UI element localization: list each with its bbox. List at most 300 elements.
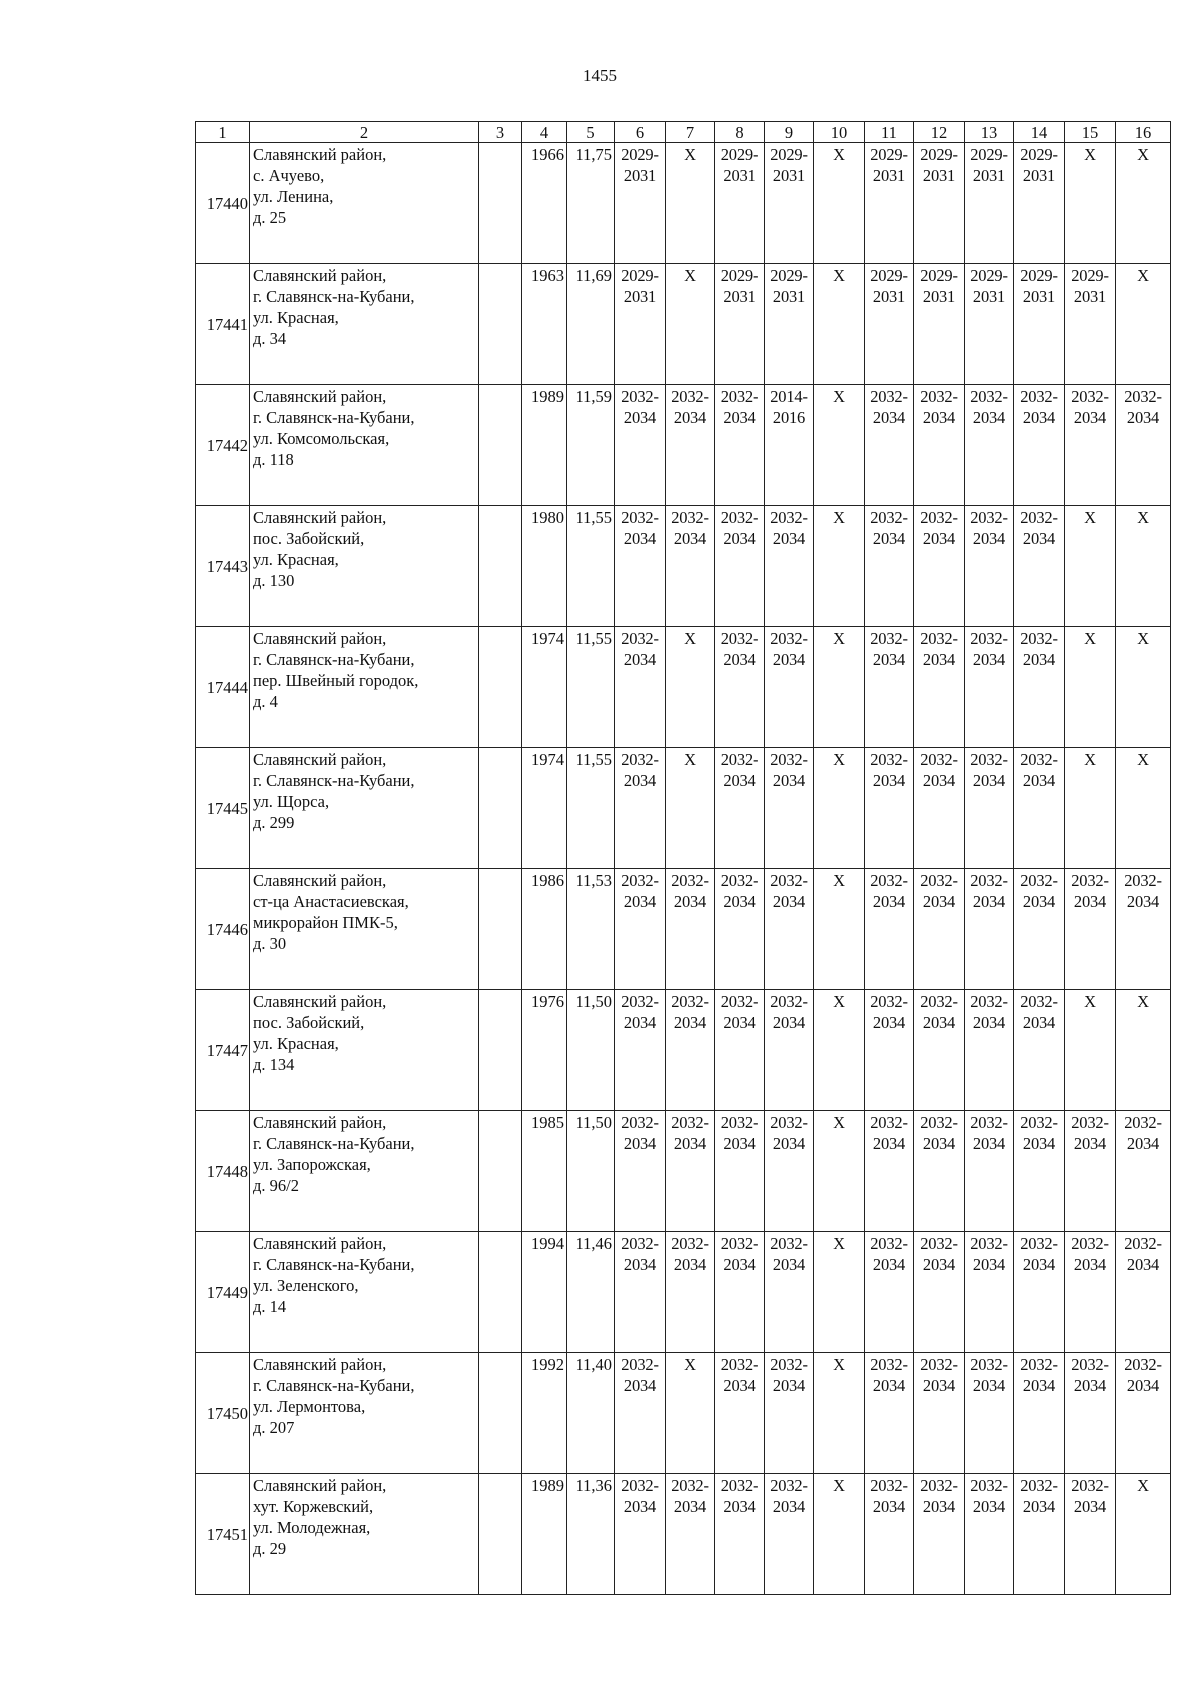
period-text: 2032- <box>1020 629 1058 648</box>
year-cell: 1986 <box>522 869 567 990</box>
period-cell-col-9 <box>765 1111 814 1232</box>
period-text: 2032- <box>870 1234 908 1253</box>
period-cell-col-16 <box>1116 264 1171 385</box>
period-cell-col-7 <box>666 1111 715 1232</box>
table-row <box>196 1353 1171 1474</box>
period-text: 2032- <box>671 871 709 890</box>
period-text: 2032- <box>770 629 808 648</box>
period-text: 2032- <box>920 1355 958 1374</box>
period-cell-col-12 <box>914 627 965 748</box>
period-cell-col-16 <box>1116 990 1171 1111</box>
address-line: ул. Молодежная, <box>253 1518 371 1537</box>
period-cell-col-12 <box>914 1232 965 1353</box>
period-cell-col-12 <box>914 1353 965 1474</box>
period-text: 2034 <box>1022 892 1056 911</box>
period-text: 2031 <box>772 287 806 306</box>
period-text: 2034 <box>623 892 657 911</box>
period-cell-col-6 <box>615 748 666 869</box>
period-text: 2034 <box>623 1255 657 1274</box>
period-cell-col-12 <box>914 1474 965 1595</box>
period-text: 2034 <box>922 1376 956 1395</box>
column-3-cell <box>479 385 522 506</box>
period-cell-col-10 <box>814 1474 865 1595</box>
period-text: 2031 <box>623 287 657 306</box>
period-cell-col-15 <box>1065 506 1116 627</box>
period-text: 2032- <box>770 871 808 890</box>
record-number: 17447 <box>196 990 250 1111</box>
address-cell <box>250 143 479 264</box>
period-text: 2016 <box>772 408 806 427</box>
period-text: 2034 <box>1022 650 1056 669</box>
period-text: 2032- <box>870 1355 908 1374</box>
period-text: X <box>833 750 845 769</box>
value-cell: 11,59 <box>567 385 615 506</box>
period-text: 2034 <box>772 1134 806 1153</box>
address-line: с. Ачуево, <box>253 166 325 185</box>
period-text: 2032- <box>870 992 908 1011</box>
period-cell-col-14 <box>1014 385 1065 506</box>
column-header-16: 16 <box>1116 122 1171 143</box>
period-text: 2032- <box>970 871 1008 890</box>
address-line: г. Славянск-на-Кубани, <box>253 771 415 790</box>
period-text: 2032- <box>1124 1355 1162 1374</box>
period-cell-col-8 <box>715 385 765 506</box>
period-text: 2032- <box>770 1113 808 1132</box>
value-cell: 11,36 <box>567 1474 615 1595</box>
period-cell-col-9 <box>765 748 814 869</box>
period-text: 2034 <box>972 1013 1006 1032</box>
period-cell-col-9 <box>765 869 814 990</box>
period-cell-col-10 <box>814 627 865 748</box>
period-text: 2034 <box>673 529 707 548</box>
period-text: 2034 <box>723 1013 756 1032</box>
period-text: 2032- <box>1124 871 1162 890</box>
period-text: X <box>833 1113 845 1132</box>
period-cell-col-6 <box>615 1353 666 1474</box>
column-header-12: 12 <box>914 122 965 143</box>
record-number: 17446 <box>196 869 250 990</box>
table-row <box>196 627 1171 748</box>
period-cell-col-8 <box>715 506 765 627</box>
period-cell-col-13 <box>965 506 1014 627</box>
period-cell-col-15 <box>1065 869 1116 990</box>
period-text: X <box>833 871 845 890</box>
period-text: 2034 <box>1022 771 1056 790</box>
period-text: 2032- <box>621 871 659 890</box>
period-text: 2034 <box>872 1134 906 1153</box>
period-text: 2034 <box>972 1376 1006 1395</box>
address-cell <box>250 385 479 506</box>
period-text: 2032- <box>1124 1113 1162 1132</box>
year-cell: 1980 <box>522 506 567 627</box>
period-text: 2032- <box>1020 1476 1058 1495</box>
period-text: 2032- <box>720 750 759 769</box>
period-text: 2034 <box>1126 1134 1160 1153</box>
address-line: ул. Щорса, <box>253 792 330 811</box>
period-text: 2032- <box>1020 387 1058 406</box>
period-cell-col-16 <box>1116 1353 1171 1474</box>
period-cell-col-13 <box>965 869 1014 990</box>
column-header-15: 15 <box>1065 122 1116 143</box>
address-cell <box>250 1111 479 1232</box>
period-cell-col-7 <box>666 264 715 385</box>
period-text: 2032- <box>1020 750 1058 769</box>
period-cell-col-14 <box>1014 506 1065 627</box>
address-line: Славянский район, <box>253 508 387 527</box>
period-text: 2034 <box>972 650 1006 669</box>
period-cell-col-15 <box>1065 748 1116 869</box>
period-text: 2032- <box>621 1113 659 1132</box>
column-header-8: 8 <box>715 122 765 143</box>
period-cell-col-11 <box>865 1474 914 1595</box>
period-cell-col-7 <box>666 1353 715 1474</box>
period-text: 2032- <box>870 387 908 406</box>
period-cell-col-11 <box>865 385 914 506</box>
value-cell: 11,69 <box>567 264 615 385</box>
period-text: 2032- <box>970 1113 1008 1132</box>
address-line: ст-ца Анастасиевская, <box>253 892 409 911</box>
period-text: 2034 <box>872 1376 906 1395</box>
period-text: 2032- <box>920 992 958 1011</box>
column-header-9: 9 <box>765 122 814 143</box>
record-number: 17450 <box>196 1353 250 1474</box>
period-text: 2031 <box>772 166 806 185</box>
period-text: 2031 <box>623 166 657 185</box>
address-line: д. 299 <box>253 813 295 832</box>
period-text: 2032- <box>1071 1234 1109 1253</box>
address-line: ул. Красная, <box>253 308 339 327</box>
year-cell: 1985 <box>522 1111 567 1232</box>
address-line: д. 29 <box>253 1539 287 1558</box>
column-3-cell <box>479 990 522 1111</box>
period-text: 2029- <box>720 266 759 285</box>
period-cell-col-6 <box>615 143 666 264</box>
period-text: 2032- <box>621 992 659 1011</box>
period-text: 2032- <box>720 1113 759 1132</box>
period-text: 2034 <box>723 771 756 790</box>
period-text: 2032- <box>870 1113 908 1132</box>
table-row <box>196 990 1171 1111</box>
period-text: X <box>1084 629 1096 648</box>
period-text: 2031 <box>922 287 956 306</box>
period-cell-col-10 <box>814 869 865 990</box>
address-line: Славянский район, <box>253 1234 387 1253</box>
period-text: 2029- <box>920 145 958 164</box>
period-text: 2032- <box>621 750 659 769</box>
address-line: д. 96/2 <box>253 1176 299 1195</box>
period-cell-col-8 <box>715 627 765 748</box>
period-cell-col-7 <box>666 1232 715 1353</box>
period-text: 2034 <box>922 1013 956 1032</box>
year-cell: 1966 <box>522 143 567 264</box>
address-line: пер. Швейный городок, <box>253 671 419 690</box>
period-text: 2034 <box>623 529 657 548</box>
period-text: 2034 <box>922 650 956 669</box>
period-text: X <box>833 145 845 164</box>
table-row <box>196 143 1171 264</box>
table-row <box>196 1232 1171 1353</box>
column-3-cell <box>479 1353 522 1474</box>
period-text: 2031 <box>723 287 756 306</box>
period-text: 2032- <box>970 387 1008 406</box>
period-text: 2031 <box>872 287 906 306</box>
period-text: 2032- <box>970 750 1008 769</box>
column-header-14: 14 <box>1014 122 1065 143</box>
value-cell: 11,75 <box>567 143 615 264</box>
period-text: 2034 <box>922 771 956 790</box>
period-text: 2032- <box>870 508 908 527</box>
address-line: ул. Запорожская, <box>253 1155 371 1174</box>
period-cell-col-10 <box>814 385 865 506</box>
period-text: 2034 <box>1073 408 1107 427</box>
address-line: г. Славянск-на-Кубани, <box>253 1376 415 1395</box>
period-text: 2032- <box>770 1234 808 1253</box>
period-text: X <box>1084 145 1096 164</box>
value-cell: 11,55 <box>567 748 615 869</box>
period-text: 2032- <box>1071 1113 1109 1132</box>
period-cell-col-11 <box>865 1232 914 1353</box>
period-text: 2032- <box>720 1355 759 1374</box>
period-text: 2032- <box>920 1476 958 1495</box>
year-cell: 1974 <box>522 748 567 869</box>
period-text: 2034 <box>673 892 707 911</box>
period-cell-col-15 <box>1065 990 1116 1111</box>
table-row <box>196 385 1171 506</box>
period-cell-col-11 <box>865 1353 914 1474</box>
period-text: 2034 <box>1022 1255 1056 1274</box>
period-text: 2032- <box>920 871 958 890</box>
address-line: Славянский район, <box>253 266 387 285</box>
record-number: 17445 <box>196 748 250 869</box>
address-line: Славянский район, <box>253 629 387 648</box>
address-line: г. Славянск-на-Кубани, <box>253 1255 415 1274</box>
address-line: д. 118 <box>253 450 294 469</box>
period-text: 2034 <box>972 408 1006 427</box>
period-text: 2034 <box>922 1255 956 1274</box>
period-text: 2032- <box>1020 1234 1058 1253</box>
value-cell: 11,50 <box>567 1111 615 1232</box>
period-cell-col-9 <box>765 990 814 1111</box>
period-cell-col-9 <box>765 1474 814 1595</box>
address-line: пос. Забойский, <box>253 1013 365 1032</box>
period-text: 2034 <box>723 1255 756 1274</box>
period-text: 2034 <box>772 1013 806 1032</box>
period-text: 2031 <box>723 166 756 185</box>
period-text: X <box>684 145 696 164</box>
period-text: 2032- <box>720 508 759 527</box>
period-text: 2029- <box>1020 266 1058 285</box>
period-text: 2032- <box>720 1234 759 1253</box>
period-cell-col-8 <box>715 143 765 264</box>
period-text: 2034 <box>972 771 1006 790</box>
period-text: 2032- <box>870 750 908 769</box>
period-text: 2032- <box>671 992 709 1011</box>
address-line: д. 14 <box>253 1297 287 1316</box>
period-text: X <box>1137 508 1149 527</box>
period-text: X <box>833 1234 845 1253</box>
period-cell-col-7 <box>666 627 715 748</box>
period-cell-col-13 <box>965 627 1014 748</box>
period-text: 2034 <box>623 1134 657 1153</box>
period-text: 2034 <box>1126 408 1160 427</box>
period-text: 2032- <box>621 629 659 648</box>
address-cell <box>250 506 479 627</box>
period-cell-col-8 <box>715 990 765 1111</box>
address-line: Славянский район, <box>253 387 387 406</box>
address-line: ул. Лермонтова, <box>253 1397 366 1416</box>
period-cell-col-9 <box>765 143 814 264</box>
period-cell-col-15 <box>1065 385 1116 506</box>
period-cell-col-10 <box>814 1232 865 1353</box>
record-number: 17443 <box>196 506 250 627</box>
period-cell-col-15 <box>1065 264 1116 385</box>
period-cell-col-13 <box>965 1232 1014 1353</box>
period-text: 2029- <box>720 145 759 164</box>
period-cell-col-16 <box>1116 506 1171 627</box>
address-line: г. Славянск-на-Кубани, <box>253 408 415 427</box>
period-cell-col-10 <box>814 264 865 385</box>
period-cell-col-15 <box>1065 1111 1116 1232</box>
period-text: 2034 <box>772 529 806 548</box>
period-text: 2034 <box>1126 1376 1160 1395</box>
period-text: 2032- <box>870 871 908 890</box>
address-line: д. 25 <box>253 208 287 227</box>
table-row <box>196 748 1171 869</box>
value-cell: 11,46 <box>567 1232 615 1353</box>
period-text: 2031 <box>872 166 906 185</box>
period-cell-col-11 <box>865 748 914 869</box>
period-cell-col-16 <box>1116 1111 1171 1232</box>
period-cell-col-6 <box>615 1474 666 1595</box>
period-text: X <box>833 387 845 406</box>
period-cell-col-14 <box>1014 264 1065 385</box>
period-cell-col-16 <box>1116 143 1171 264</box>
period-text: 2034 <box>1073 1497 1107 1516</box>
period-text: 2034 <box>723 1497 756 1516</box>
address-cell <box>250 1353 479 1474</box>
period-text: 2034 <box>673 1013 707 1032</box>
period-cell-col-15 <box>1065 627 1116 748</box>
period-cell-col-8 <box>715 1353 765 1474</box>
period-text: 2032- <box>1124 1234 1162 1253</box>
period-text: 2032- <box>671 508 709 527</box>
period-cell-col-6 <box>615 1111 666 1232</box>
period-text: 2032- <box>870 1476 908 1495</box>
period-text: 2032- <box>970 992 1008 1011</box>
period-text: 2034 <box>723 650 756 669</box>
period-text: X <box>833 266 845 285</box>
period-text: 2034 <box>772 892 806 911</box>
period-text: 2034 <box>623 1376 657 1395</box>
period-cell-col-12 <box>914 143 965 264</box>
period-text: 2034 <box>673 1497 707 1516</box>
column-3-cell <box>479 143 522 264</box>
period-text: 2032- <box>671 1476 709 1495</box>
period-cell-col-14 <box>1014 1474 1065 1595</box>
period-text: 2032- <box>770 1355 808 1374</box>
period-cell-col-8 <box>715 748 765 869</box>
period-text: 2034 <box>872 1497 906 1516</box>
address-line: г. Славянск-на-Кубани, <box>253 650 415 669</box>
period-text: 2032- <box>720 871 759 890</box>
period-text: 2029- <box>621 266 659 285</box>
record-number: 17441 <box>196 264 250 385</box>
period-text: 2034 <box>972 529 1006 548</box>
period-text: 2032- <box>870 629 908 648</box>
period-cell-col-8 <box>715 1111 765 1232</box>
record-number: 17444 <box>196 627 250 748</box>
address-line: д. 30 <box>253 934 287 953</box>
period-text: 2032- <box>1071 871 1109 890</box>
period-text: 2034 <box>772 1376 806 1395</box>
table-header-row <box>196 122 1171 143</box>
period-cell-col-7 <box>666 748 715 869</box>
period-text: 2032- <box>1071 1476 1109 1495</box>
period-cell-col-12 <box>914 990 965 1111</box>
period-text: 2034 <box>772 771 806 790</box>
address-line: ул. Красная, <box>253 550 339 569</box>
address-line: д. 130 <box>253 571 295 590</box>
period-text: X <box>684 1355 696 1374</box>
year-cell: 1976 <box>522 990 567 1111</box>
period-text: X <box>1137 750 1149 769</box>
period-text: 2032- <box>770 508 808 527</box>
period-text: 2034 <box>1022 1497 1056 1516</box>
period-cell-col-13 <box>965 990 1014 1111</box>
period-text: X <box>1137 266 1149 285</box>
period-text: 2034 <box>723 892 756 911</box>
period-text: 2034 <box>1073 892 1107 911</box>
period-text: 2032- <box>920 1113 958 1132</box>
period-text: 2031 <box>1073 287 1107 306</box>
period-cell-col-9 <box>765 627 814 748</box>
address-cell <box>250 1474 479 1595</box>
period-text: 2034 <box>1126 892 1160 911</box>
period-cell-col-10 <box>814 748 865 869</box>
period-text: 2034 <box>1073 1134 1107 1153</box>
period-cell-col-13 <box>965 1353 1014 1474</box>
period-text: 2034 <box>922 529 956 548</box>
period-cell-col-11 <box>865 264 914 385</box>
period-text: 2029- <box>1020 145 1058 164</box>
period-text: 2034 <box>1022 408 1056 427</box>
period-text: 2034 <box>623 408 657 427</box>
period-text: 2032- <box>1020 1355 1058 1374</box>
period-text: 2032- <box>770 750 808 769</box>
period-text: 2031 <box>972 166 1006 185</box>
period-text: 2029- <box>770 266 808 285</box>
address-cell <box>250 869 479 990</box>
address-line: Славянский район, <box>253 871 387 890</box>
period-cell-col-14 <box>1014 143 1065 264</box>
period-cell-col-6 <box>615 1232 666 1353</box>
column-header-11: 11 <box>865 122 914 143</box>
address-line: ул. Комсомольская, <box>253 429 390 448</box>
period-text: 2034 <box>623 650 657 669</box>
period-cell-col-6 <box>615 627 666 748</box>
year-cell: 1992 <box>522 1353 567 1474</box>
period-text: 2034 <box>723 529 756 548</box>
period-cell-col-9 <box>765 264 814 385</box>
address-line: Славянский район, <box>253 145 387 164</box>
period-text: 2032- <box>970 1234 1008 1253</box>
period-text: 2032- <box>1020 508 1058 527</box>
period-text: X <box>1084 750 1096 769</box>
address-line: Славянский район, <box>253 1476 387 1495</box>
period-text: X <box>1137 1476 1149 1495</box>
year-cell: 1994 <box>522 1232 567 1353</box>
period-text: 2034 <box>972 1255 1006 1274</box>
